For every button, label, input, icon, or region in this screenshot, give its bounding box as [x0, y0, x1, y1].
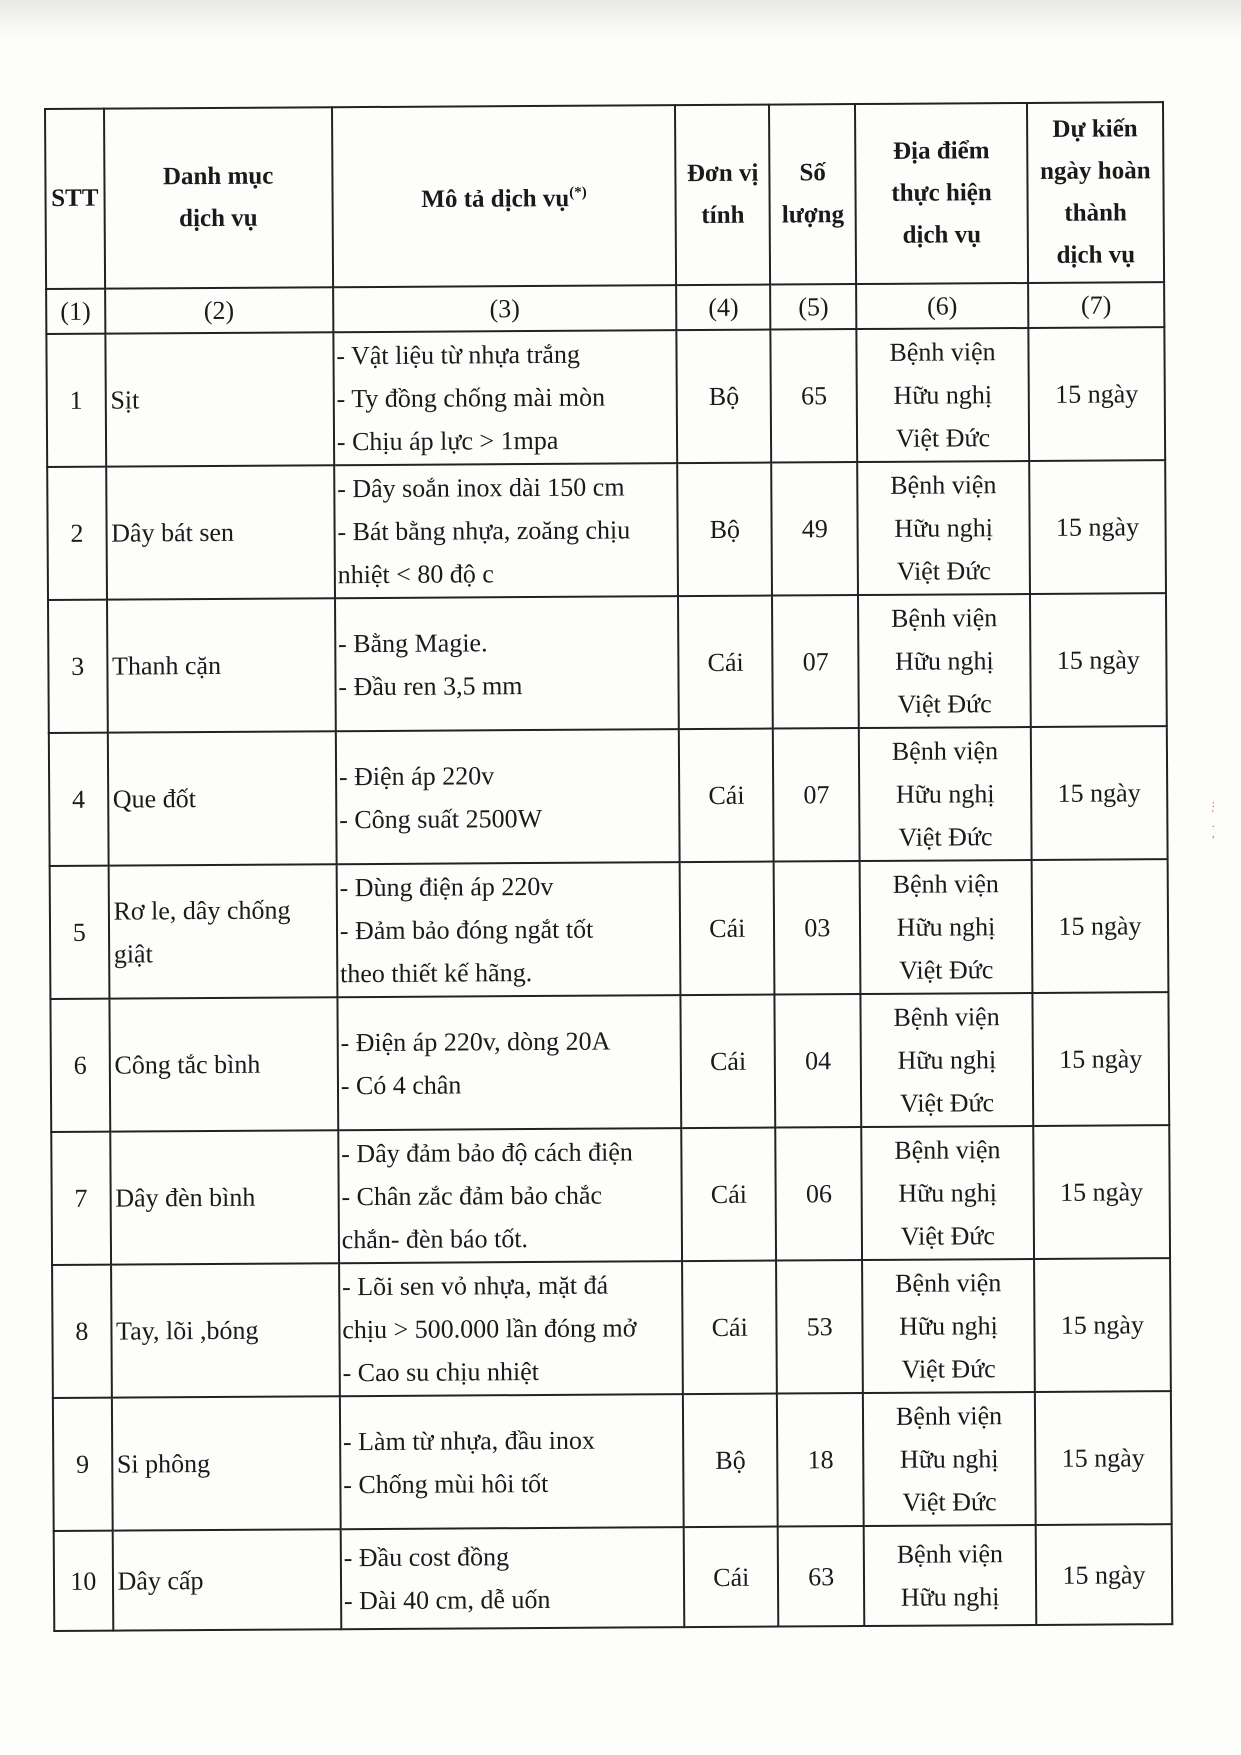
row-due-date: 15 ngày	[1034, 1258, 1171, 1392]
table-body	[46, 282, 1172, 1631]
header-location: Địa điểm thực hiện dịch vụ	[855, 103, 1028, 284]
description-line: - Dài 40 cm, dễ uốn	[343, 1584, 551, 1616]
row-description	[336, 862, 680, 997]
location-line: Hữu nghị	[899, 1444, 999, 1474]
description-line: - Đầu cost đồng	[343, 1542, 510, 1573]
row-due-date: 15 ngày	[1032, 992, 1169, 1126]
location-line: Bệnh viện	[895, 1268, 1002, 1298]
row-location	[862, 1259, 1034, 1393]
row-quantity: 53	[776, 1260, 863, 1394]
row-unit: Bộ	[677, 330, 772, 464]
row-due-date: 15 ngày	[1031, 726, 1168, 860]
row-location	[861, 993, 1033, 1127]
row-unit: Cái	[678, 596, 773, 730]
location-line: Hữu nghị	[894, 513, 993, 543]
description-line: - Vật liệu từ nhựa trắng	[336, 339, 581, 371]
table-row	[51, 1125, 1170, 1265]
row-location	[858, 594, 1030, 728]
row-unit: Cái	[681, 995, 776, 1129]
row-unit: Cái	[680, 862, 775, 996]
table-row	[52, 1258, 1171, 1398]
description-line: - Đảm bảo đóng ngắt tốt	[339, 914, 594, 946]
location-line: Bệnh viện	[892, 869, 999, 899]
row-location	[863, 1392, 1035, 1526]
description-line: - Điện áp 220v, dòng 20A	[340, 1026, 611, 1057]
column-number: (3)	[333, 285, 677, 332]
location-line: Bệnh viện	[890, 603, 998, 633]
description-line: - Công suất 2500W	[339, 803, 543, 834]
row-quantity: 65	[771, 329, 858, 463]
row-stt: 7	[51, 1132, 110, 1265]
row-due-date: 15 ngày	[1036, 1524, 1173, 1625]
row-service-name: Si phông	[111, 1396, 340, 1530]
location-line: Hữu nghị	[897, 1045, 997, 1075]
row-location	[857, 328, 1029, 462]
column-number: (5)	[770, 284, 856, 330]
location-line: Hữu nghị	[893, 380, 993, 410]
column-number: (7)	[1028, 282, 1164, 328]
location-line: Hữu nghị	[896, 912, 996, 942]
location-line: Bệnh viện	[893, 1002, 1000, 1032]
table-row	[47, 460, 1166, 600]
row-description	[333, 330, 677, 465]
header-quantity: Số lượng	[769, 104, 856, 285]
row-due-date: 15 ngày	[1029, 460, 1166, 594]
description-line: - Có 4 chân	[340, 1069, 462, 1100]
row-unit: Cái	[681, 1128, 776, 1262]
row-description	[335, 596, 679, 731]
row-quantity: 06	[776, 1127, 863, 1261]
column-number-row	[46, 282, 1164, 334]
description-line: theo thiết kế hãng.	[340, 958, 533, 989]
table-row	[50, 859, 1169, 999]
location-line: Bệnh viện	[889, 337, 996, 367]
row-description	[340, 1527, 684, 1629]
row-stt: 3	[48, 600, 107, 733]
row-stt: 1	[46, 334, 105, 467]
row-service-name: Thanh cặn	[107, 598, 336, 732]
row-stt: 8	[52, 1265, 111, 1398]
description-line: - Chân zắc đảm bảo chắc	[341, 1180, 603, 1212]
row-quantity: 49	[772, 462, 859, 596]
description-line: - Lõi sen vỏ nhựa, mặt đá	[341, 1270, 609, 1302]
location-line: Việt Đức	[896, 556, 992, 586]
location-line: Bệnh viện	[891, 736, 999, 766]
location-line: Việt Đức	[901, 1354, 996, 1384]
row-quantity: 04	[775, 994, 862, 1128]
row-service-name: Dây bát sen	[106, 465, 335, 599]
service-table	[44, 101, 1173, 1632]
description-line: nhiệt < 80 độ c	[337, 559, 494, 590]
table-row	[46, 327, 1165, 467]
row-description	[337, 995, 681, 1130]
row-due-date: 15 ngày	[1028, 327, 1165, 461]
table-row	[49, 726, 1168, 866]
location-line: Việt Đức	[895, 423, 991, 453]
row-unit: Bộ	[677, 463, 772, 597]
row-stt: 5	[50, 866, 109, 999]
location-line: Việt Đức	[902, 1487, 997, 1517]
row-stt: 9	[53, 1398, 112, 1531]
row-quantity: 07	[772, 595, 859, 729]
description-line: - Điện áp 220v	[338, 760, 495, 791]
row-service-name: Que đốt	[107, 731, 336, 865]
location-line: Bệnh viện	[890, 470, 997, 500]
column-number: (4)	[676, 285, 770, 331]
scan-shadow	[0, 0, 1241, 40]
row-description	[339, 1261, 683, 1396]
description-line: chắn- đèn báo tốt.	[341, 1224, 529, 1255]
row-stt: 6	[50, 999, 109, 1132]
description-line: - Dây soắn inox dài 150 cm	[337, 472, 625, 504]
row-due-date: 15 ngày	[1033, 1125, 1170, 1259]
row-unit: Bộ	[683, 1394, 778, 1528]
location-line: Bệnh viện	[894, 1135, 1001, 1165]
row-location	[860, 860, 1032, 994]
row-service-name: Dây đèn bình	[110, 1130, 339, 1264]
row-description	[338, 1128, 682, 1263]
description-line: - Ty đồng chống mài mòn	[336, 382, 606, 414]
row-service-name: Sịt	[105, 332, 334, 466]
header-category: Danh mục dịch vụ	[104, 107, 333, 288]
location-line: Bệnh viện	[896, 1539, 1004, 1569]
location-line: Việt Đức	[897, 689, 992, 719]
description-line: - Làm từ nhựa, đầu inox	[342, 1425, 596, 1456]
row-stt: 10	[54, 1531, 113, 1631]
row-stt: 2	[47, 467, 106, 600]
row-description	[334, 463, 678, 598]
row-due-date: 15 ngày	[1031, 859, 1168, 993]
table-row	[50, 992, 1169, 1132]
row-quantity: 07	[773, 728, 860, 862]
row-description	[340, 1394, 684, 1529]
row-location	[861, 1126, 1033, 1260]
row-description	[336, 729, 680, 864]
location-line: Hữu nghị	[900, 1582, 1000, 1612]
description-line: - Bát bằng nhựa, zoăng chịu	[337, 515, 631, 547]
row-location	[857, 461, 1029, 595]
table-header	[45, 102, 1164, 289]
column-number: (2)	[105, 287, 333, 333]
description-line: - Dây đảm bảo độ cách điện	[341, 1137, 633, 1169]
header-due-date: Dự kiến ngày hoàn thành dịch vụ	[1027, 102, 1164, 283]
description-line: - Cao su chịu nhiệt	[342, 1357, 540, 1388]
location-line: Việt Đức	[899, 955, 994, 985]
margin-stamp-mark: : ' . ,	[1212, 799, 1215, 840]
row-quantity: 18	[777, 1393, 864, 1527]
header-row	[45, 102, 1164, 289]
location-line: Việt Đức	[899, 1088, 995, 1118]
row-due-date: 15 ngày	[1035, 1391, 1172, 1525]
location-line: Hữu nghị	[895, 646, 994, 676]
location-line: Hữu nghị	[895, 779, 995, 809]
row-location	[859, 727, 1031, 861]
header-unit: Đơn vị tính	[675, 105, 770, 286]
table-row	[48, 593, 1167, 733]
description-line: - Đầu ren 3,5 mm	[338, 670, 523, 701]
header-stt: STT	[45, 109, 105, 289]
column-number: (6)	[856, 283, 1028, 329]
row-service-name: Công tắc bình	[109, 997, 338, 1131]
row-due-date: 15 ngày	[1030, 593, 1167, 727]
table-row	[53, 1391, 1172, 1531]
location-line: Việt Đức	[898, 822, 993, 852]
description-line: - Chịu áp lực > 1mpa	[336, 425, 559, 457]
description-line: chịu > 500.000 lần đóng mở	[342, 1313, 637, 1345]
location-line: Hữu nghị	[898, 1178, 998, 1208]
row-unit: Cái	[682, 1261, 777, 1395]
row-service-name: Rơ le, dây chống giật	[108, 864, 337, 998]
column-number: (1)	[46, 289, 105, 334]
row-service-name: Tay, lõi ,bóng	[111, 1263, 340, 1397]
row-location	[864, 1525, 1036, 1626]
row-service-name: Dây cấp	[112, 1529, 341, 1630]
description-line: - Bằng Magie.	[337, 627, 488, 658]
description-line: - Chống mùi hôi tốt	[343, 1468, 549, 1499]
row-unit: Cái	[679, 729, 774, 863]
row-stt: 4	[49, 733, 108, 866]
row-quantity: 03	[774, 861, 861, 995]
table-row	[54, 1524, 1173, 1631]
description-line: - Dùng điện áp 220v	[339, 871, 554, 903]
location-line: Hữu nghị	[899, 1311, 998, 1341]
header-description: Mô tả dịch vụ(*)	[332, 105, 676, 287]
location-line: Việt Đức	[900, 1221, 996, 1251]
row-unit: Cái	[684, 1527, 779, 1628]
location-line: Bệnh viện	[895, 1401, 1003, 1431]
row-quantity: 63	[778, 1526, 864, 1627]
